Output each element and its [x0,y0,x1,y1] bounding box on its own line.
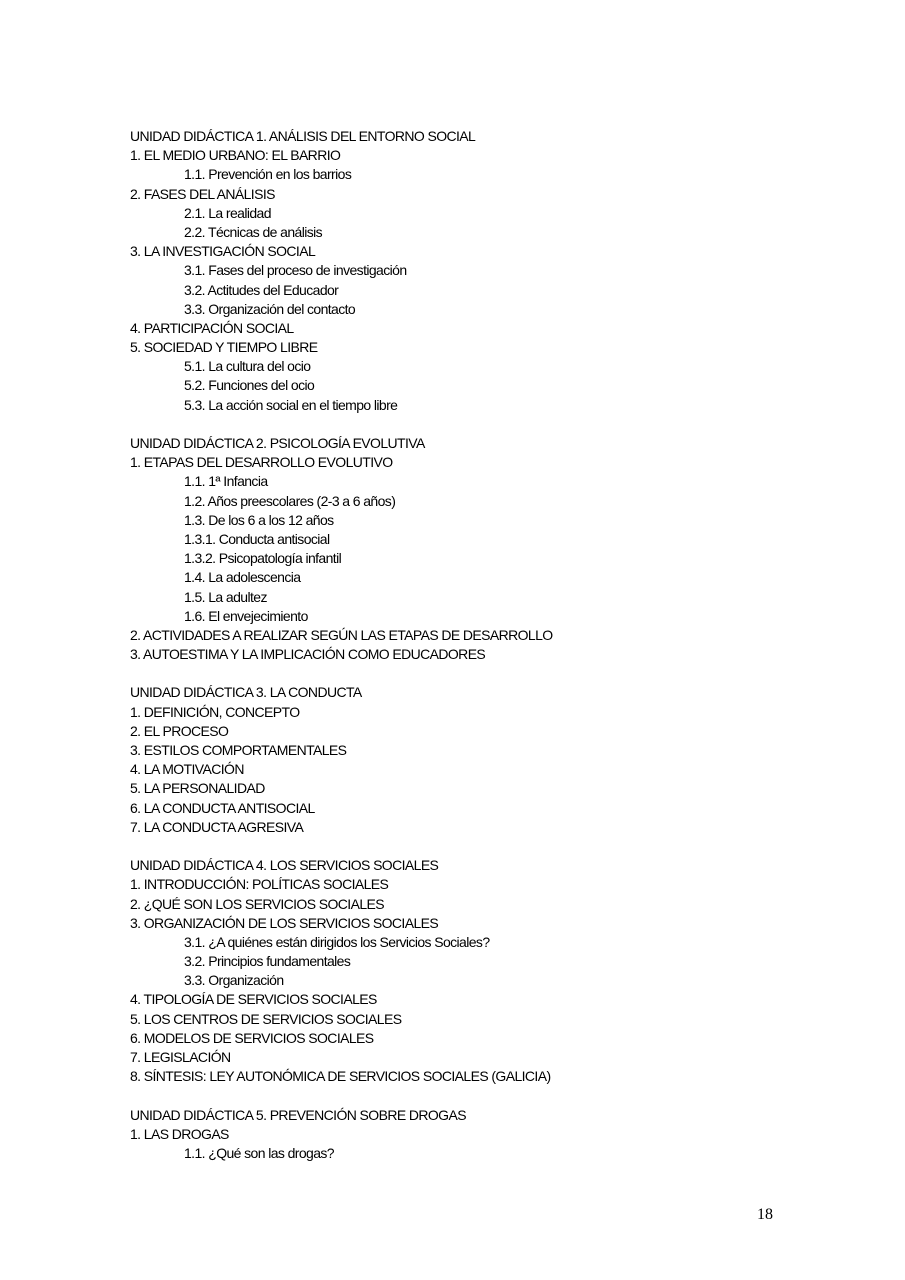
section-entry: 2. FASES DEL ANÁLISIS [130,185,275,202]
subsection-entry: 2.1. La realidad [184,204,271,221]
section-entry: 2. ACTIVIDADES A REALIZAR SEGÚN LAS ETAPAS DE DESARROLLO [130,626,553,643]
subsection-entry: 1.3. De los 6 a los 12 años [184,511,334,528]
subsection-entry: 1.3.1. Conducta antisocial [184,530,330,547]
section-entry: 3. ESTILOS COMPORTAMENTALES [130,742,347,758]
subsection-entry: 3.3. Organización del contacto [184,300,356,317]
section-entry: 4. TIPOLOGÍA DE SERVICIOS SOCIALES [130,991,377,1008]
section-entry: 3. ORGANIZACIÓN DE LOS SERVICIOS SOCIALES [130,914,439,931]
unit-block [130,1106,830,1164]
section-entry: 5. LOS CENTROS DE SERVICIOS SOCIALES [130,1010,402,1027]
section-entry: 3. AUTOESTIMA Y LA IMPLICACIÓN COMO EDUCADORES [130,646,486,663]
subsection-entry: 5.2. Funciones del ocio [184,377,315,394]
section-entry: 1. DEFINICIÓN, CONCEPTO [130,703,300,720]
subsection-entry: 2.2. Técnicas de análisis [184,223,323,240]
section-entry: 3. LA INVESTIGACIÓN SOCIAL [130,243,316,260]
subsection-entry: 1.2. Años preescolares (2-3 a 6 años) [184,492,396,509]
unit-block [130,127,830,415]
section-entry: 2. EL PROCESO [130,722,229,739]
subsection-entry: 1.5. La adultez [184,588,267,605]
unit-block [130,856,830,1086]
unit-heading: UNIDAD DIDÁCTICA 4. LOS SERVICIOS SOCIALES [130,857,439,874]
section-entry: 1. INTRODUCCIÓN: POLÍTICAS SOCIALES [130,876,389,893]
unit-block [130,434,830,664]
section-entry: 6. LA CONDUCTA ANTISOCIAL [130,799,315,816]
section-entry: 1. LAS DROGAS [130,1125,229,1142]
subsection-entry: 3.2. Actitudes del Educador [184,281,339,298]
subsection-entry: 1.1. Prevención en los barrios [184,166,352,183]
page-number: 18 [757,1206,773,1223]
section-entry: 1. EL MEDIO URBANO: EL BARRIO [130,147,341,164]
subsection-entry: 1.1. 1ª Infancia [184,473,268,490]
section-entry: 2. ¿QUÉ SON LOS SERVICIOS SOCIALES [130,895,384,912]
subsection-entry: 5.1. La cultura del ocio [184,358,311,375]
unit-heading: UNIDAD DIDÁCTICA 1. ANÁLISIS DEL ENTORNO SOCIAL [130,128,476,144]
subsection-entry: 1.3.2. Psicopatología infantil [184,550,342,567]
subsection-entry: 1.6. El envejecimiento [184,607,308,624]
section-entry: 5. SOCIEDAD Y TIEMPO LIBRE [130,339,318,356]
section-entry: 4. LA MOTIVACIÓN [130,761,244,778]
section-entry: 8. SÍNTESIS: LEY AUTONÓMICA DE SERVICIOS SOCIALES (GALICIA) [130,1068,551,1085]
subsection-entry: 1.4. La adolescencia [184,569,301,586]
unit-heading: UNIDAD DIDÁCTICA 5. PREVENCIÓN SOBRE DROGAS [130,1106,466,1123]
unit-heading: UNIDAD DIDÁCTICA 3. LA CONDUCTA [130,684,362,701]
section-entry: 6. MODELOS DE SERVICIOS SOCIALES [130,1029,374,1046]
section-entry: 1. ETAPAS DEL DESARROLLO EVOLUTIVO [130,454,393,471]
subsection-entry: 5.3. La acción social en el tiempo libre [184,396,398,413]
section-entry: 7. LEGISLACIÓN [130,1049,231,1065]
subsection-entry: 3.2. Principios fundamentales [184,953,351,970]
subsection-entry: 3.1. ¿A quiénes están dirigidos los Servicios Sociales? [184,933,490,950]
subsection-entry: 3.3. Organización [184,972,284,989]
subsection-entry: 3.1. Fases del proceso de investigación [184,262,407,279]
section-entry: 5. LA PERSONALIDAD [130,780,265,797]
unit-block [130,683,830,837]
section-entry: 7. LA CONDUCTA AGRESIVA [130,818,304,835]
unit-heading: UNIDAD DIDÁCTICA 2. PSICOLOGÍA EVOLUTIVA [130,435,425,451]
section-entry: 4. PARTICIPACIÓN SOCIAL [130,319,294,336]
subsection-entry: 1.1. ¿Qué son las drogas? [184,1144,334,1161]
table-of-contents [130,127,830,1182]
